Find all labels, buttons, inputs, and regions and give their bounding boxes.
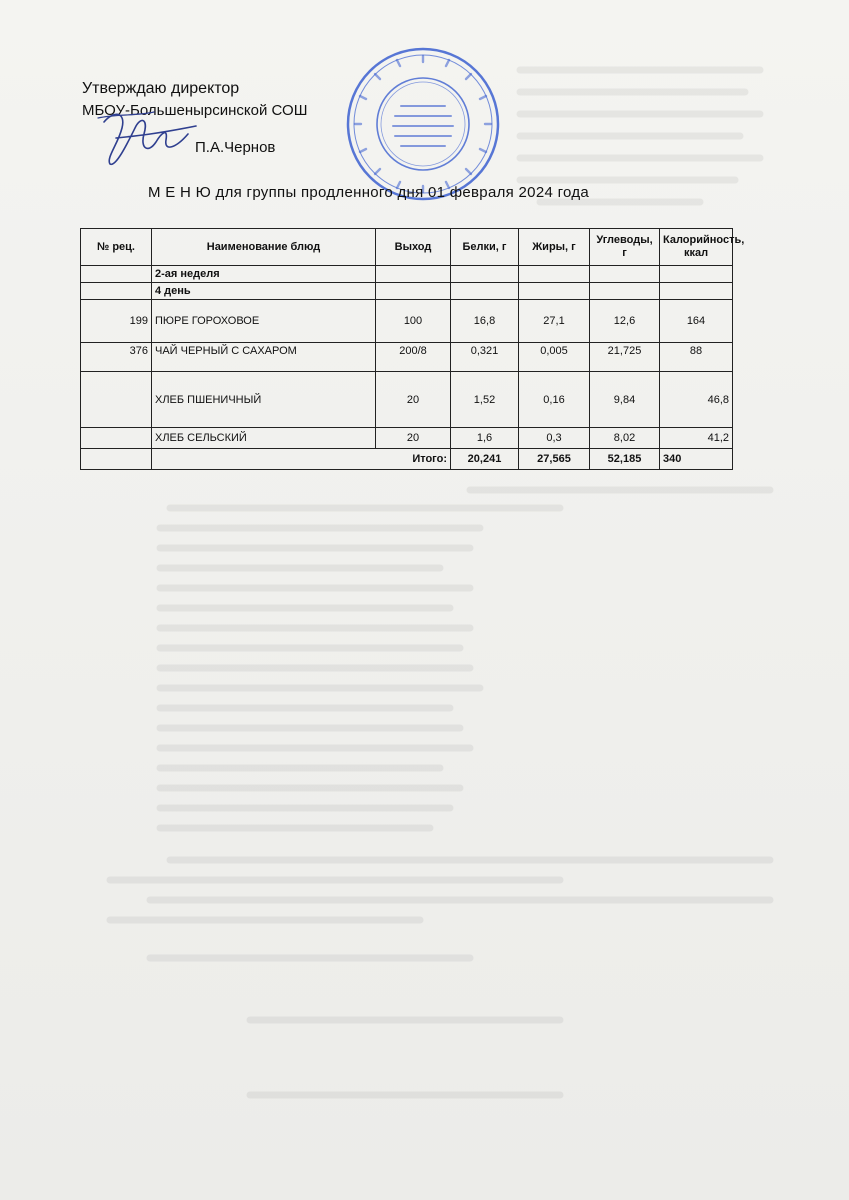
dish-fat: 0,3 bbox=[519, 428, 590, 449]
director-signature bbox=[96, 108, 206, 170]
table-row bbox=[81, 343, 733, 372]
total-protein: 20,241 bbox=[451, 449, 519, 470]
dish-protein: 16,8 bbox=[451, 300, 519, 343]
dish-protein: 0,321 bbox=[451, 343, 519, 372]
dish-kcal: 164 bbox=[660, 300, 733, 343]
table-row bbox=[81, 300, 733, 343]
dish-name: ХЛЕБ ПШЕНИЧНЫЙ bbox=[152, 372, 376, 428]
recipe-number bbox=[81, 428, 152, 449]
table-row bbox=[81, 428, 733, 449]
dish-fat: 27,1 bbox=[519, 300, 590, 343]
total-label: Итого: bbox=[152, 449, 451, 470]
week-label: 2-ая неделя bbox=[152, 266, 376, 283]
column-header-protein: Белки, г bbox=[451, 229, 519, 266]
column-header-carbs: Углеводы, г bbox=[590, 229, 660, 266]
week-row bbox=[81, 266, 733, 283]
table-header-row bbox=[81, 229, 733, 266]
column-header-yield: Выход bbox=[376, 229, 451, 266]
school-seal-stamp bbox=[345, 46, 501, 202]
dish-name: ПЮРЕ ГОРОХОВОЕ bbox=[152, 300, 376, 343]
column-header-fat: Жиры, г bbox=[519, 229, 590, 266]
school-name: МБОУ-Большенырсинской СОШ bbox=[82, 102, 308, 119]
dish-fat: 0,16 bbox=[519, 372, 590, 428]
recipe-number: 199 bbox=[81, 300, 152, 343]
dish-name: ХЛЕБ СЕЛЬСКИЙ bbox=[152, 428, 376, 449]
recipe-number bbox=[81, 372, 152, 428]
menu-table bbox=[80, 228, 745, 470]
dish-yield: 200/8 bbox=[376, 343, 451, 372]
column-header-kcal: Калорийность, ккал bbox=[660, 229, 733, 266]
day-label: 4 день bbox=[152, 283, 376, 300]
menu-title: М Е Н Ю для группы продленного дня 01 февраля 2024 года bbox=[148, 184, 590, 201]
total-fat: 27,565 bbox=[519, 449, 590, 470]
total-kcal: 340 bbox=[660, 449, 733, 470]
dish-fat: 0,005 bbox=[519, 343, 590, 372]
dish-protein: 1,52 bbox=[451, 372, 519, 428]
dish-protein: 1,6 bbox=[451, 428, 519, 449]
column-header-dish: Наименование блюд bbox=[152, 229, 376, 266]
total-carbs: 52,185 bbox=[590, 449, 660, 470]
director-name: П.А.Чернов bbox=[195, 139, 276, 156]
recipe-number: 376 bbox=[81, 343, 152, 372]
dish-kcal: 46,8 bbox=[660, 372, 733, 428]
dish-name: ЧАЙ ЧЕРНЫЙ С САХАРОМ bbox=[152, 343, 376, 372]
day-row bbox=[81, 283, 733, 300]
table-row bbox=[81, 372, 733, 428]
dish-carbs: 8,02 bbox=[590, 428, 660, 449]
dish-carbs: 21,725 bbox=[590, 343, 660, 372]
dish-kcal: 88 bbox=[660, 343, 733, 372]
dish-yield: 20 bbox=[376, 428, 451, 449]
total-row bbox=[81, 449, 733, 470]
dish-yield: 100 bbox=[376, 300, 451, 343]
column-header-recipe: № рец. bbox=[81, 229, 152, 266]
dish-kcal: 41,2 bbox=[660, 428, 733, 449]
dish-carbs: 12,6 bbox=[590, 300, 660, 343]
dish-carbs: 9,84 bbox=[590, 372, 660, 428]
approval-line: Утверждаю директор bbox=[82, 80, 240, 97]
dish-yield: 20 bbox=[376, 372, 451, 428]
